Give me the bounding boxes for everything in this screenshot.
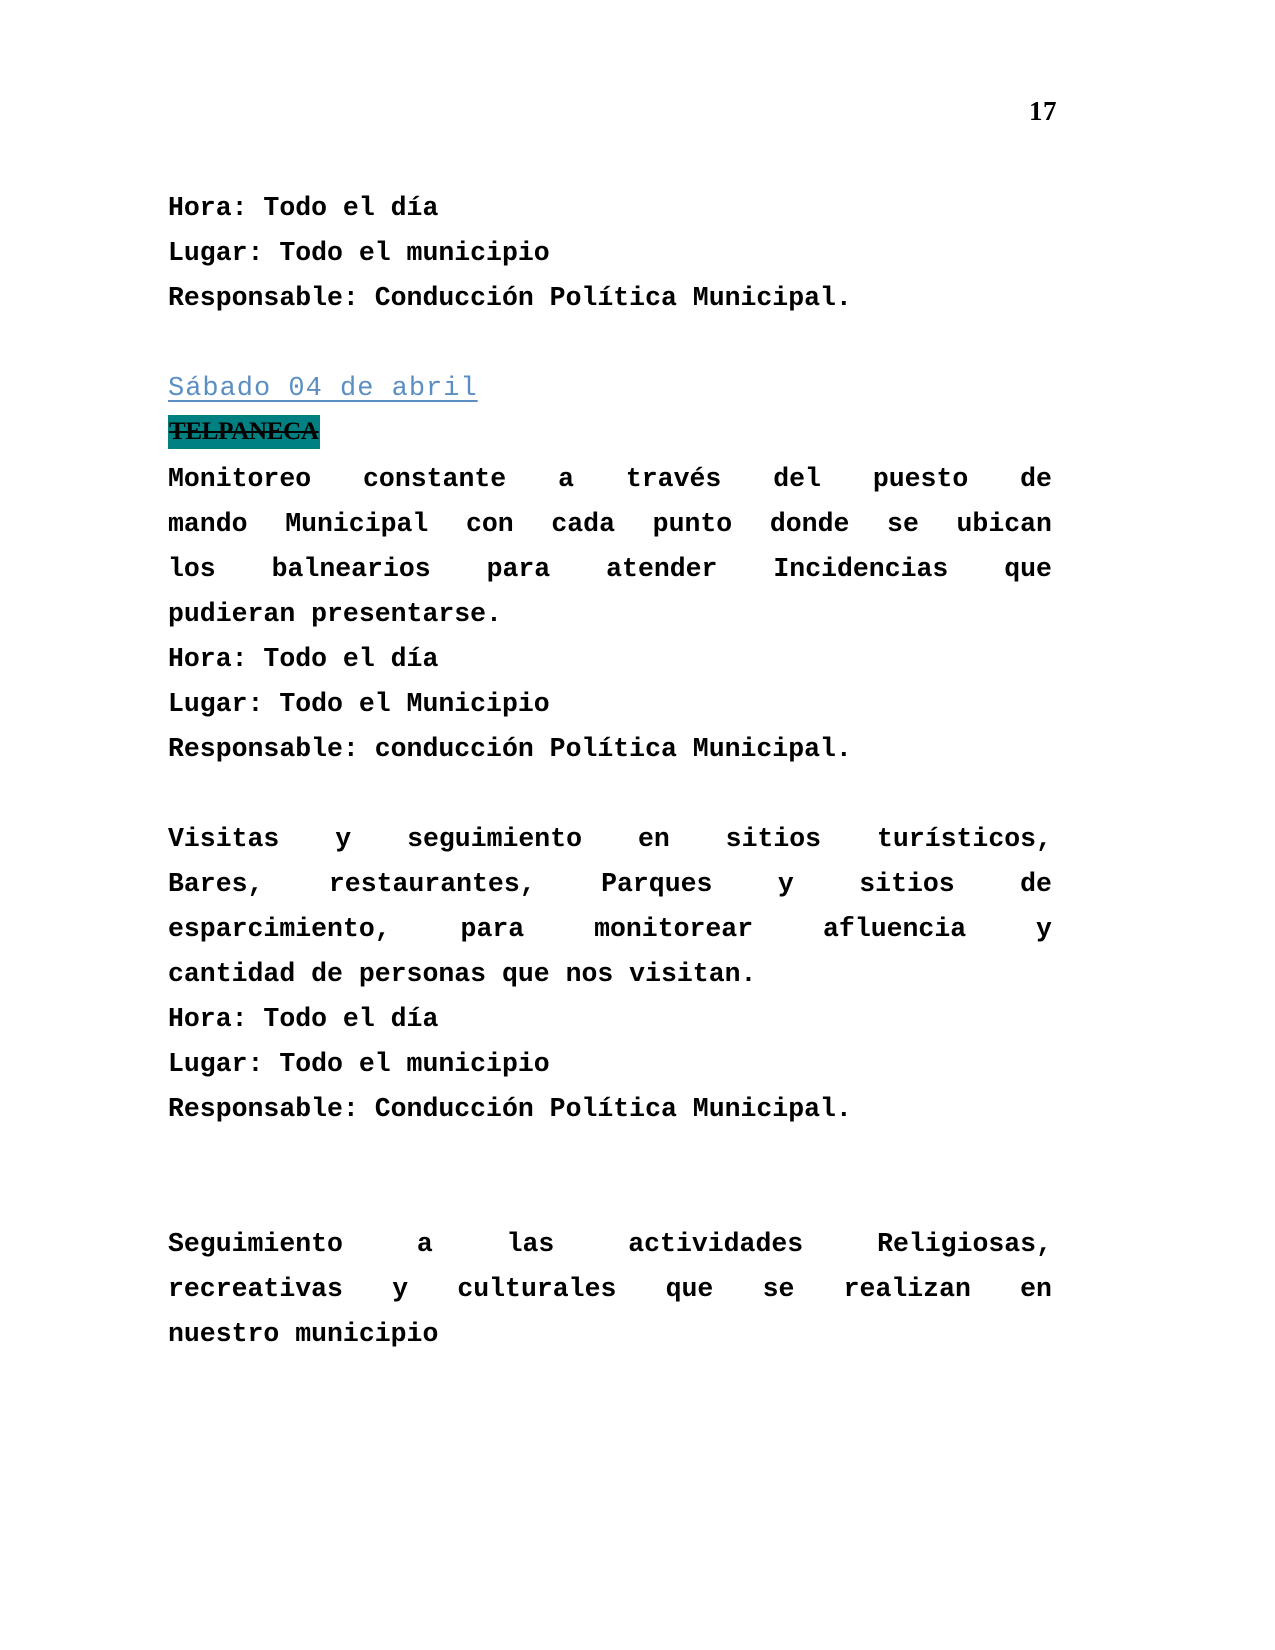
activity-1-lugar-line: Lugar: Todo el Municipio (168, 689, 550, 719)
paragraph-word: monitorear (594, 914, 754, 944)
document-body (168, 186, 1052, 1357)
municipality-row (168, 412, 1052, 457)
paragraph-line: nuestro municipio (168, 1319, 439, 1349)
activity-2-hora-line: Hora: Todo el día (168, 1004, 439, 1034)
paragraph-word: para (486, 554, 551, 584)
paragraph-word: Bares, (168, 869, 264, 899)
paragraph-line (168, 862, 1052, 907)
intro-lugar-line: Lugar: Todo el municipio (168, 238, 550, 268)
paragraph-word: través (625, 464, 722, 494)
paragraph-word: Parques (601, 869, 713, 899)
paragraph-word: actividades (628, 1229, 804, 1259)
paragraph-word: en (637, 824, 670, 854)
paragraph-word: Monitoreo (168, 464, 312, 494)
paragraph-word: y (392, 1274, 409, 1304)
activity-2-responsable-line: Responsable: Conducción Política Municipal. (168, 1094, 852, 1124)
activity-2-paragraph (168, 817, 1052, 997)
page-number: 17 (1029, 96, 1057, 126)
paragraph-word: culturales (457, 1274, 617, 1304)
date-heading-row (168, 366, 1052, 412)
intro-hora-line: Hora: Todo el día (168, 193, 439, 223)
paragraph-word: en (1020, 1274, 1052, 1304)
paragraph-word: con (465, 509, 514, 539)
paragraph-line (168, 502, 1052, 547)
activity-2-lugar-line: Lugar: Todo el municipio (168, 1049, 550, 1079)
paragraph-word: y (1036, 914, 1052, 944)
paragraph-word: se (762, 1274, 795, 1304)
paragraph-word: y (335, 824, 352, 854)
spacer (168, 321, 1052, 366)
spacer (168, 1132, 1052, 1222)
paragraph-word: los (168, 554, 216, 584)
paragraph-word: esparcimiento, (168, 914, 391, 944)
paragraph-word: Incidencias (773, 554, 949, 584)
paragraph-word: seguimiento (407, 824, 583, 854)
paragraph-word: cada (551, 509, 615, 539)
paragraph-word: mando (168, 509, 248, 539)
activity-1-paragraph (168, 457, 1052, 637)
intro-responsable-line: Responsable: Conducción Política Municipal. (168, 283, 852, 313)
paragraph-line (168, 907, 1052, 952)
paragraph-word: constante (363, 464, 507, 494)
paragraph-word: sitios (725, 824, 822, 854)
paragraph-word: punto (652, 509, 733, 539)
paragraph-word: de (1020, 869, 1052, 899)
date-heading: Sábado 04 de abril (168, 374, 478, 404)
paragraph-line: cantidad de personas que nos visitan. (168, 959, 757, 989)
paragraph-word: se (887, 509, 919, 539)
municipality-highlight: TELPANECA (168, 415, 320, 449)
paragraph-word: puesto (872, 464, 969, 494)
paragraph-line (168, 547, 1052, 592)
paragraph-word: sitios (859, 869, 955, 899)
paragraph-word: atender (606, 554, 718, 584)
paragraph-word: Religiosas, (877, 1229, 1052, 1259)
paragraph-line (168, 1267, 1052, 1312)
activity-1-hora-line: Hora: Todo el día (168, 644, 439, 674)
paragraph-word: del (773, 464, 821, 494)
paragraph-word: las (506, 1229, 555, 1259)
activity-1-responsable-line: Responsable: conducción Política Municipal. (168, 734, 852, 764)
paragraph-line: pudieran presentarse. (168, 599, 502, 629)
paragraph-word: donde (769, 509, 850, 539)
paragraph-word: que (665, 1274, 714, 1304)
paragraph-word: afluencia (823, 914, 967, 944)
paragraph-line (168, 817, 1052, 862)
paragraph-line (168, 1222, 1052, 1267)
paragraph-word: turísticos, (877, 824, 1052, 854)
paragraph-word: a (416, 1229, 433, 1259)
paragraph-word: balnearios (271, 554, 431, 584)
paragraph-word: Visitas (168, 824, 280, 854)
paragraph-word: para (460, 914, 525, 944)
paragraph-word: y (777, 869, 794, 899)
paragraph-word: recreativas (168, 1274, 343, 1304)
paragraph-line (168, 457, 1052, 502)
paragraph-word: a (558, 464, 574, 494)
paragraph-word: ubican (956, 509, 1052, 539)
paragraph-word: Municipal (285, 509, 429, 539)
spacer (168, 772, 1052, 817)
paragraph-word: realizan (843, 1274, 971, 1304)
paragraph-word: restaurantes, (328, 869, 536, 899)
paragraph-word: Seguimiento (168, 1229, 343, 1259)
paragraph-word: que (1004, 554, 1052, 584)
activity-3-paragraph (168, 1222, 1052, 1357)
paragraph-word: de (1020, 464, 1052, 494)
